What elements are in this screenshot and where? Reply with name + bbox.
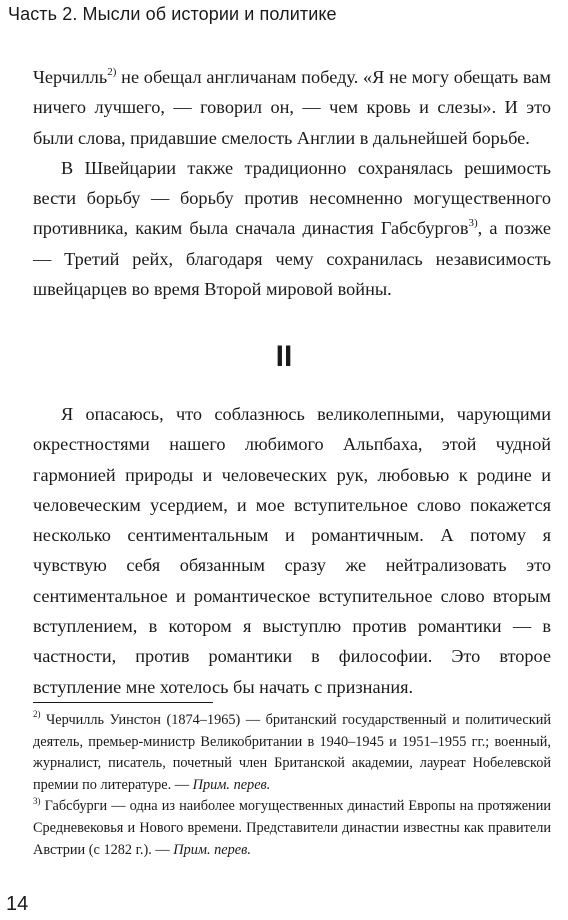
footnote-divider (33, 702, 213, 703)
footnotes (33, 710, 551, 861)
paragraph-introduction: Я опасаюсь, что соблазнюсь великолепными, чарующими окрестностями нашего любимого Альпбаха, этой чудной гармонией природы и человеческих рук, любовью к родине и человеческим усердием, и мое вступительное слово покажется несколько сентиментальным и романтичным. А потому я чувствую себя обязанным сразу же нейтрализовать это сентиментальное и романтическое вступительное слово вторым вступлением, в котором я выступлю против романтики — в частности, против романтики в философии. Это второе вступление мне хотелось бы начать с признания. (33, 404, 551, 697)
text-block-first (33, 62, 551, 304)
footnote-mark: 3) (33, 795, 41, 806)
paragraph-text: , а позже — Третий рейх, благодаря чему сохранилась независимость швейцарцев во время Второй мировой войны. (33, 218, 551, 300)
translator-note: Прим. перев. (192, 776, 271, 793)
footnote-reference[interactable]: 2) (107, 65, 117, 78)
paragraph-text: В Швейцарии также традиционно сохранялась решимость вести борьбу — борьбу против несомненно могущественного противника, каким была сначала династия Габсбургов (33, 157, 551, 239)
footnote-text: Габсбурги — одна из наиболее могущественных династий Европы на протяжении Средневековья и Нового времени. Представители династии известны как правители Австрии (с 1282 г.). — (33, 798, 551, 858)
paragraph-text: Черчилль (33, 67, 108, 87)
footnote-item (33, 796, 551, 861)
footnote-mark: 2) (33, 709, 41, 720)
text-block-second (33, 399, 551, 702)
footnote-reference[interactable]: 3) (468, 217, 478, 230)
page-number: 14 (6, 893, 29, 915)
paragraph-churchill (33, 62, 551, 153)
paragraph-text: не обещал англичанам победу. «Я не могу обещать вам ничего лучшего, — говорил он, — чем кровь и слезы». И это были слова, придавшие смелость Англии в дальнейшей борьбе. (33, 67, 551, 148)
paragraph-switzerland (33, 153, 551, 304)
translator-note: Прим. перев. (173, 841, 251, 858)
footnote-text: Черчилль Уинстон (1874–1965) — британский государственный и политический деятель, премьер-министр Великобритании в 1940–1945 и 1951–1955 гг.; военный, журналист, писатель, почетный член Британской академии, лауреат Нобелевской премии по литературе. — (33, 712, 551, 793)
footnote-item (33, 710, 551, 796)
running-header: Часть 2. Мысли об истории и политике (8, 4, 337, 24)
section-heading: II (275, 340, 293, 373)
